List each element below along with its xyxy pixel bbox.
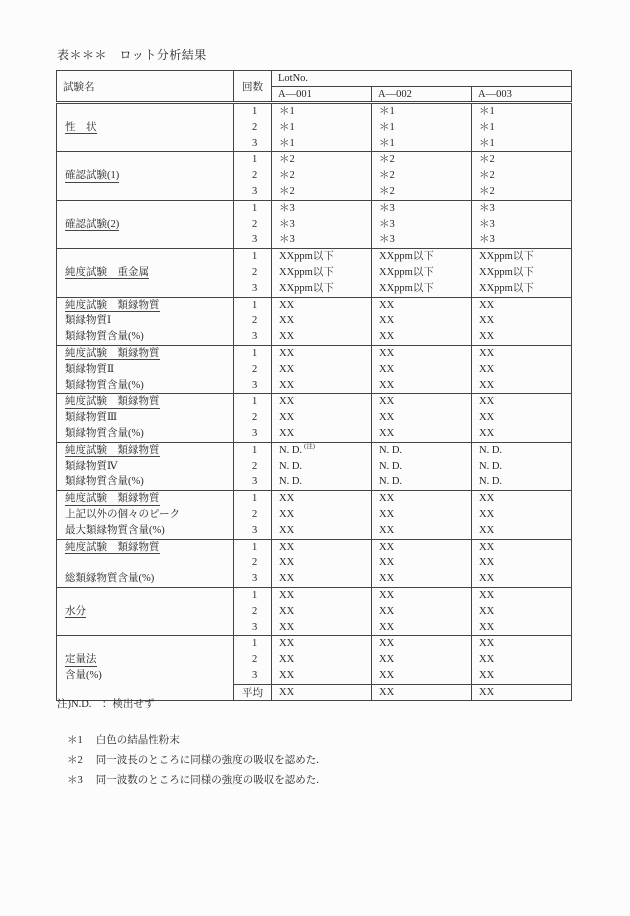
result-value: XX: [479, 379, 495, 391]
result-value-cell: [372, 152, 472, 200]
test-name-cell: [57, 297, 234, 345]
header-test-name: 試験名: [57, 71, 234, 103]
header-count: 回数: [234, 71, 272, 103]
footnote-text: 同一波数のところに同様の強度の吸収を認めた.: [95, 775, 319, 786]
result-value-cell: [272, 636, 372, 684]
result-value: XX: [279, 299, 295, 311]
result-value-cell: [472, 103, 572, 152]
footnote-text: 同一波長のところに同様の強度の吸収を認めた.: [95, 755, 319, 766]
result-value-cell: [272, 539, 372, 587]
result-value-cell: [472, 442, 572, 490]
result-value: XX: [379, 347, 395, 359]
result-value: XX: [279, 315, 295, 327]
test-name-cell: [57, 587, 234, 635]
footnote-marker: ＊3: [67, 775, 83, 786]
result-value: N. D.: [379, 476, 403, 488]
result-value: XX: [379, 541, 395, 553]
result-value: N. D.: [479, 444, 503, 456]
result-value: XX: [279, 621, 295, 633]
result-value: XX: [379, 654, 395, 666]
test-section-row: [57, 200, 572, 248]
result-value: XX: [279, 379, 295, 391]
result-value: N. D.: [379, 460, 403, 472]
run-count: 2: [252, 266, 258, 278]
result-value: N. D.: [479, 460, 503, 472]
run-count-cell: [234, 152, 272, 200]
result-value-cell: [272, 200, 372, 248]
run-count: 1: [252, 638, 258, 650]
result-value: XX: [379, 412, 395, 424]
run-count-cell: [234, 103, 272, 152]
test-section-row: [57, 152, 572, 200]
result-value: XX: [279, 347, 295, 359]
run-count-cell: [234, 539, 272, 587]
result-value-cell: [272, 249, 372, 297]
result-value: ＊2: [279, 185, 295, 197]
run-count: 1: [252, 251, 258, 263]
header-row-1: [57, 71, 572, 87]
page-title: 表＊＊＊ ロット分析結果: [57, 48, 207, 62]
result-value: XX: [379, 638, 395, 650]
result-value: XX: [479, 315, 495, 327]
result-value: XX: [379, 621, 395, 633]
run-count: 3: [252, 282, 258, 294]
test-name-label: 類縁物質Ⅲ: [65, 412, 118, 424]
result-value-cell: [472, 587, 572, 635]
run-count: 3: [252, 669, 258, 681]
result-value: XX: [479, 493, 495, 505]
result-value: XX: [479, 347, 495, 359]
run-count: 2: [252, 170, 258, 182]
result-value: XX: [479, 605, 495, 617]
result-value: XX: [379, 315, 395, 327]
result-value: N. D.: [379, 444, 403, 456]
header-lot-a001: A—001: [272, 87, 372, 103]
result-value-cell: [372, 200, 472, 248]
result-value: XX: [379, 524, 395, 536]
test-section-row: [57, 249, 572, 297]
test-name-label: 純度試験 類縁物質: [65, 444, 160, 456]
test-name-cell: [57, 345, 234, 393]
result-value: XX: [279, 524, 295, 536]
run-count: 3: [252, 427, 258, 439]
result-value-cell: [372, 345, 472, 393]
test-name-cell: [57, 491, 234, 539]
result-value: ＊2: [479, 185, 495, 197]
test-section-row: [57, 297, 572, 345]
run-count-cell: [234, 491, 272, 539]
test-name-cell: [57, 394, 234, 442]
result-value-cell: [372, 587, 472, 635]
result-value: XX: [479, 299, 495, 311]
result-value: ＊2: [479, 170, 495, 182]
result-value: XX: [479, 589, 495, 601]
result-value: ＊3: [479, 234, 495, 246]
result-value-cell: [372, 636, 472, 684]
test-section-row: [57, 394, 572, 442]
result-value: ＊3: [479, 202, 495, 214]
result-value-cell: [372, 103, 472, 152]
nd-note-superscript: (注): [304, 443, 315, 451]
result-value: XX: [479, 331, 495, 343]
result-value: XX: [479, 669, 495, 681]
test-section-row: [57, 442, 572, 490]
test-name-label: 上記以外の個々のピーク: [65, 508, 181, 520]
test-section-row: [57, 539, 572, 587]
result-value: XX: [279, 541, 295, 553]
average-value-cell: XX: [372, 684, 472, 700]
test-name-label: 類縁物質Ⅳ: [65, 460, 118, 472]
result-value: XX: [479, 557, 495, 569]
result-value: ＊2: [279, 170, 295, 182]
run-count: 3: [252, 185, 258, 197]
result-value: ＊1: [479, 137, 495, 149]
run-count: 3: [252, 331, 258, 343]
result-value: XX: [279, 427, 295, 439]
result-value: XXppm以下: [279, 282, 334, 294]
result-value: XX: [479, 541, 495, 553]
result-value: XX: [279, 493, 295, 505]
result-value: ＊1: [279, 106, 295, 117]
test-name-cell: [57, 152, 234, 200]
result-value-cell: [472, 297, 572, 345]
footnote: [67, 751, 319, 771]
result-value: XX: [479, 412, 495, 424]
run-count-cell: [234, 587, 272, 635]
result-value: ＊1: [379, 106, 395, 117]
run-count: 2: [252, 121, 258, 133]
result-value: XX: [479, 508, 495, 520]
result-value: XX: [479, 573, 495, 585]
result-value: ＊2: [379, 170, 395, 182]
result-value: XX: [279, 396, 295, 408]
result-value-cell: [372, 442, 472, 490]
result-value: ＊3: [279, 218, 295, 230]
result-value: ＊1: [479, 121, 495, 133]
test-name-label: 総類縁物質含量(%): [65, 573, 155, 585]
result-value-cell: [472, 152, 572, 200]
test-name-label: 最大類縁物質含量(%): [65, 524, 165, 536]
result-value-cell: [372, 491, 472, 539]
result-value-cell: [272, 394, 372, 442]
run-count: 1: [252, 444, 258, 456]
result-value: XX: [279, 412, 295, 424]
test-name-label: 類縁物質Ⅱ: [65, 363, 115, 375]
result-value: ＊3: [279, 202, 295, 214]
result-value: XX: [379, 557, 395, 569]
result-value: ＊1: [279, 121, 295, 133]
result-value: ＊3: [479, 218, 495, 230]
test-name-label: 類縁物質含量(%): [65, 427, 144, 439]
run-count-cell: [234, 636, 272, 684]
result-value: ＊3: [379, 202, 395, 214]
test-name-label: [65, 555, 227, 571]
result-value: XX: [379, 363, 395, 375]
result-value: XX: [479, 621, 495, 633]
result-value: XX: [379, 396, 395, 408]
result-value: N. D.: [279, 476, 303, 488]
average-label-cell: 平均: [234, 684, 272, 700]
run-count: 1: [252, 299, 258, 311]
test-name-label: 純度試験 類縁物質: [65, 396, 160, 408]
result-value: XX: [379, 589, 395, 601]
result-value: XX: [279, 589, 295, 601]
test-section-row: [57, 491, 572, 539]
result-value: XX: [379, 427, 395, 439]
result-value: XX: [479, 638, 495, 650]
run-count: 3: [252, 234, 258, 246]
result-value: ＊2: [379, 185, 395, 197]
result-value-cell: [272, 587, 372, 635]
result-value-cell: [472, 345, 572, 393]
result-value: ＊1: [479, 106, 495, 117]
average-value-cell: XX: [472, 684, 572, 700]
run-count: 3: [252, 573, 258, 585]
result-value-cell: [472, 491, 572, 539]
footnote-text: 白色の結晶性粉末: [95, 735, 180, 746]
run-count: 1: [252, 493, 258, 505]
header-lot-a002: A—002: [372, 87, 472, 103]
result-value: XX: [279, 363, 295, 375]
result-value: ＊3: [279, 234, 295, 246]
test-name-label: 純度試験 類縁物質: [65, 299, 160, 311]
result-value: XX: [379, 669, 395, 681]
result-value: N. D.: [479, 476, 503, 488]
test-name-label: 確認試験(2): [65, 218, 120, 230]
test-name-label: 確認試験(1): [65, 170, 120, 182]
footnote: [67, 771, 319, 791]
run-count: 3: [252, 476, 258, 488]
lot-table-body: [57, 103, 572, 701]
run-count-cell: [234, 200, 272, 248]
header-lot-group: LotNo.: [272, 71, 572, 87]
test-section-row: [57, 587, 572, 635]
result-value-cell: [272, 345, 372, 393]
test-name-label: 純度試験 類縁物質: [65, 347, 160, 359]
result-value: XX: [379, 508, 395, 520]
result-value: XX: [379, 299, 395, 311]
test-name-label: 定量法: [65, 654, 97, 666]
run-count: 2: [252, 363, 258, 375]
result-value: ＊2: [379, 154, 395, 166]
run-count: 2: [252, 557, 258, 569]
run-count: 2: [252, 508, 258, 520]
footnotes: [67, 731, 319, 791]
result-value: XX: [279, 331, 295, 343]
result-value-cell: [272, 297, 372, 345]
run-count-cell: [234, 345, 272, 393]
test-name-label: 性 状: [65, 121, 97, 133]
test-name-label: 水分: [65, 605, 86, 617]
result-value: ＊3: [379, 218, 395, 230]
run-count-cell: [234, 249, 272, 297]
footnote-marker: ＊1: [67, 735, 83, 746]
result-value: XXppm以下: [479, 266, 534, 278]
table-header: [57, 71, 572, 103]
run-count: 1: [252, 541, 258, 553]
result-value: XX: [479, 396, 495, 408]
test-name-label: 類縁物質含量(%): [65, 331, 144, 343]
header-lot-a003: A—003: [472, 87, 572, 103]
result-value: XX: [379, 573, 395, 585]
result-value-cell: [272, 152, 372, 200]
result-value-cell: [472, 200, 572, 248]
run-count: 1: [252, 202, 258, 214]
test-name-cell: [57, 103, 234, 152]
result-value-cell: [472, 636, 572, 684]
test-section-row: [57, 103, 572, 152]
result-value: XXppm以下: [479, 251, 534, 263]
run-count: 2: [252, 654, 258, 666]
result-value: XX: [279, 557, 295, 569]
run-count: 1: [252, 589, 258, 601]
result-value-cell: [272, 442, 372, 490]
result-value: XX: [379, 493, 395, 505]
result-value: ＊1: [379, 137, 395, 149]
result-value: XX: [479, 524, 495, 536]
result-value: XXppm以下: [279, 266, 334, 278]
result-value-cell: [372, 539, 472, 587]
result-value: XX: [379, 379, 395, 391]
run-count-cell: [234, 394, 272, 442]
result-value: ＊1: [379, 121, 395, 133]
result-value: XX: [479, 654, 495, 666]
test-name-cell: [57, 636, 234, 700]
result-value: ＊3: [379, 234, 395, 246]
test-name-label: 純度試験 重金属: [65, 266, 149, 278]
run-count: 3: [252, 137, 258, 149]
result-value: N. D.: [279, 460, 303, 472]
footnote: [67, 731, 319, 751]
nd-definition-note: 注)N.D. ：検出せず: [57, 699, 155, 710]
run-count: 2: [252, 412, 258, 424]
footnote-marker: ＊2: [67, 755, 83, 766]
test-name-cell: [57, 200, 234, 248]
run-count: 2: [252, 460, 258, 472]
result-value: ＊1: [279, 137, 295, 149]
test-name-label: 純度試験 類縁物質: [65, 493, 160, 505]
result-value-cell: [472, 394, 572, 442]
test-name-label: 含量(%): [65, 669, 102, 681]
test-name-cell: [57, 249, 234, 297]
run-count: 1: [252, 347, 258, 359]
result-value: XX: [279, 573, 295, 585]
run-count-cell: [234, 442, 272, 490]
result-value: XX: [479, 363, 495, 375]
run-count: 2: [252, 218, 258, 230]
result-value: ＊2: [479, 154, 495, 166]
result-value: XXppm以下: [479, 282, 534, 294]
run-count: 2: [252, 315, 258, 327]
result-value: XXppm以下: [379, 251, 434, 263]
result-value: XX: [479, 427, 495, 439]
test-section-row: [57, 636, 572, 684]
result-value: XX: [279, 508, 295, 520]
run-count: 3: [252, 379, 258, 391]
test-name-cell: [57, 539, 234, 587]
result-value-cell: [272, 103, 372, 152]
result-value: XX: [279, 654, 295, 666]
result-value-cell: [272, 491, 372, 539]
run-count: 3: [252, 621, 258, 633]
result-value-cell: [372, 394, 472, 442]
test-name-label: 類縁物質Ⅰ: [65, 315, 112, 327]
result-value: XX: [279, 605, 295, 617]
result-value: XXppm以下: [379, 266, 434, 278]
result-value: ＊2: [279, 154, 295, 166]
lot-analysis-table: [56, 70, 572, 701]
run-count: 1: [252, 154, 258, 166]
result-value: XXppm以下: [379, 282, 434, 294]
result-value-cell: [372, 249, 472, 297]
run-count: 1: [252, 396, 258, 408]
test-name-label: 類縁物質含量(%): [65, 379, 144, 391]
run-count: 3: [252, 524, 258, 536]
run-count: 2: [252, 605, 258, 617]
test-name-label: 純度試験 類縁物質: [65, 541, 160, 553]
test-name-cell: [57, 442, 234, 490]
test-name-label: 類縁物質含量(%): [65, 476, 144, 488]
average-value-cell: XX: [272, 684, 372, 700]
result-value: XX: [279, 669, 295, 681]
run-count: 1: [252, 106, 258, 117]
result-value: N. D. $^{(注)}$: [279, 443, 315, 456]
result-value: XX: [279, 638, 295, 650]
test-section-row: [57, 345, 572, 393]
result-value: XX: [379, 605, 395, 617]
result-value-cell: [372, 297, 472, 345]
result-value-cell: [472, 249, 572, 297]
result-value: XX: [379, 331, 395, 343]
result-value-cell: [472, 539, 572, 587]
result-value: XXppm以下: [279, 251, 334, 263]
run-count-cell: [234, 297, 272, 345]
